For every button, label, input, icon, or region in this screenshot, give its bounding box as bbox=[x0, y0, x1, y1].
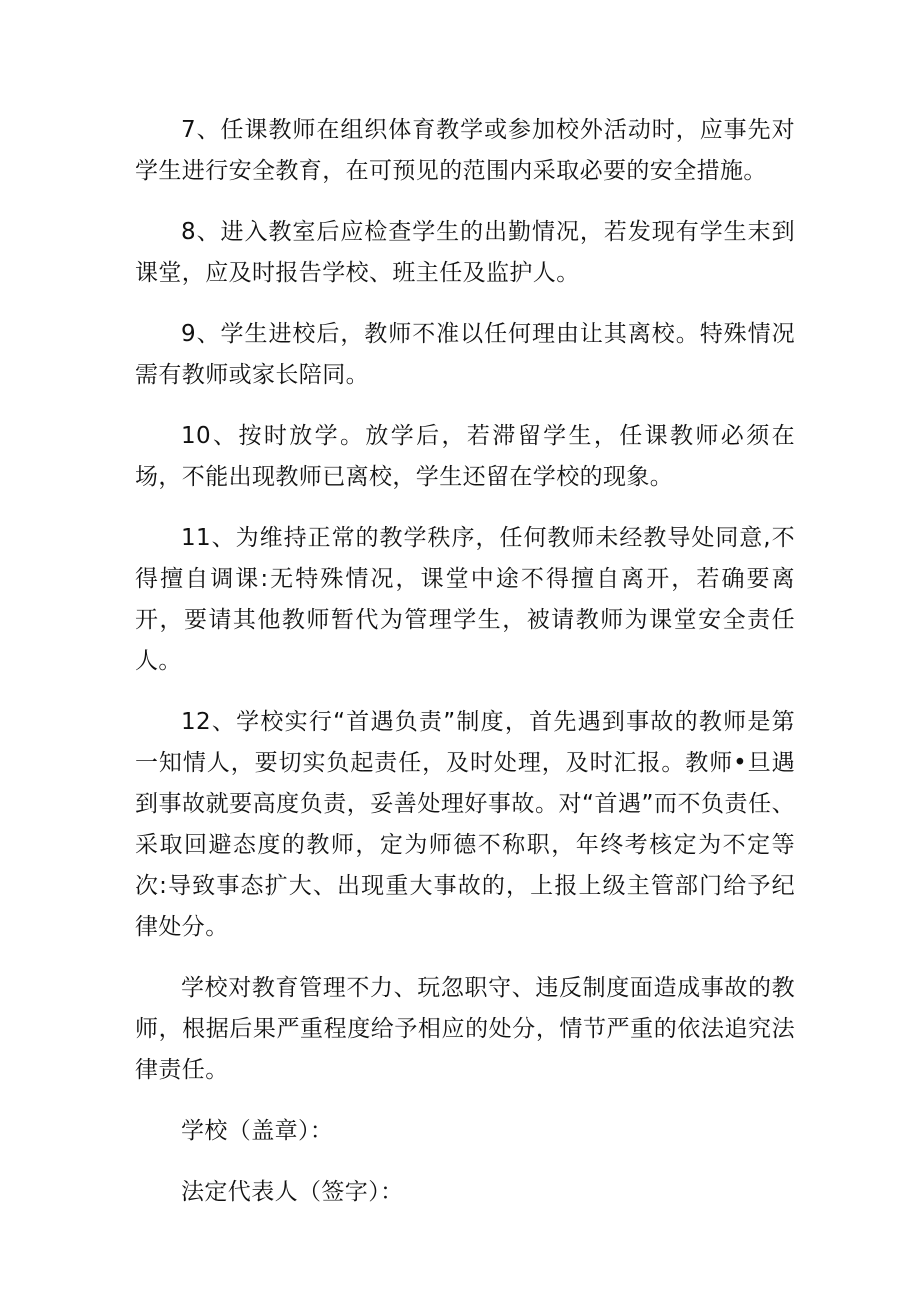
rule-item-10: 10、按时放学。放学后，若滞留学生，任课教师必须在场，不能出现教师已离校，学生还留在学校的现象。 bbox=[135, 423, 795, 490]
document-body bbox=[135, 110, 795, 1233]
rule-item-7: 7、任课教师在组织体育教学或参加校外活动时，应事先对学生进行安全教育，在可预见的范围内采取必要的安全措施。 bbox=[135, 117, 795, 184]
rule-item-9: 9、学生进校后，教师不准以任何理由让其离校。特殊情况需有教师或家长陪同。 bbox=[135, 321, 795, 388]
liability-paragraph: 学校对教育管理不力、玩忽职守、违反制度面造成事故的教师，根据后果严重程度给予相应的处分，情节严重的依法追究法律责任。 bbox=[135, 975, 795, 1083]
rule-item-8: 8、进入教室后应检查学生的出勤情况，若发现有学生末到课堂，应及时报告学校、班主任及监护人。 bbox=[135, 219, 795, 286]
school-seal-line: 学校（盖章）： bbox=[181, 1118, 334, 1144]
rule-item-12: 12、学校实行“首遇负责”制度，首先遇到事故的教师是第一知情人，要切实负起责任，及时处理，及时汇报。教师•旦遇到事故就要高度负责，妥善处理好事故。对“首遇”而不负责任、采取回避态度的教师，定为师德不称职，年终考核定为不定等次:导致事态扩大、出现重大事故的，上报上级主管部门给予纪律处分。 bbox=[135, 709, 795, 940]
legal-representative-line: 法定代表人（签字）： bbox=[181, 1179, 404, 1205]
rule-item-11: 11、为维持正常的教学秩序，任何教师未经教导处同意,不得擅自调课:无特殊情况，课堂中途不得擅自离开，若确要离开，要请其他教师暂代为管理学生，被请教师为课堂安全责任人。 bbox=[135, 525, 795, 674]
